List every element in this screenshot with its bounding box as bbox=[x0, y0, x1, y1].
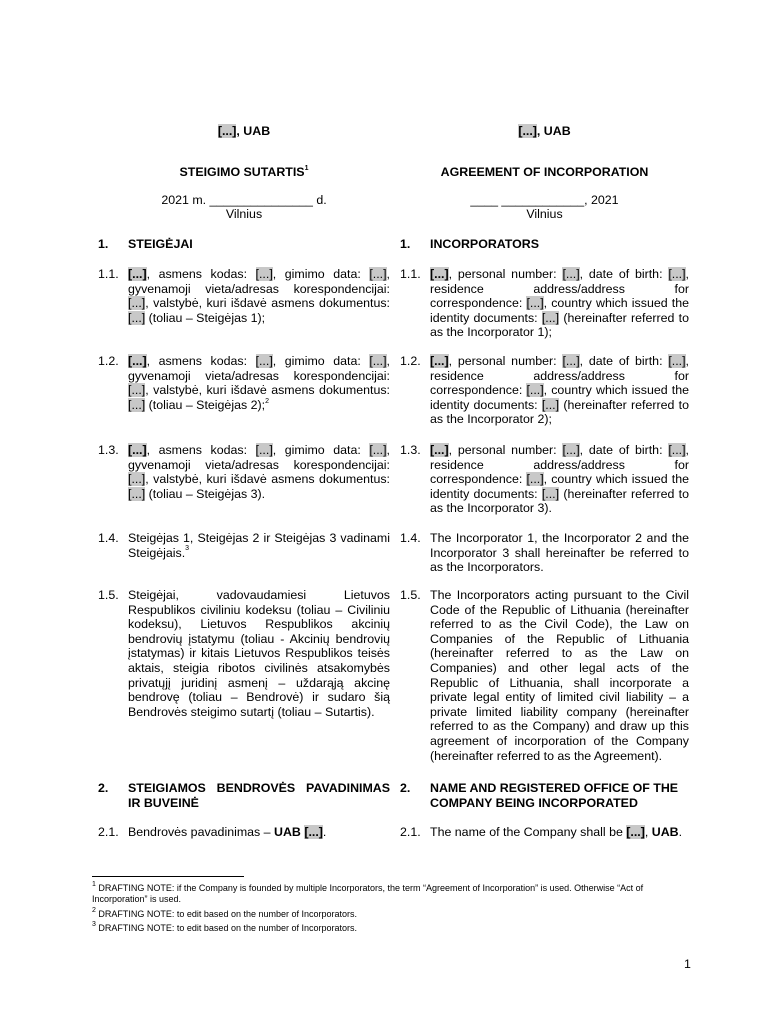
footnote-1: $^1$ DRAFTING NOTE: if the Company is founded by multiple Incorporators, the term “Agreement of Incorporation” is used. Otherwise “Act of Incorporation” is used. bbox=[92, 881, 644, 904]
footnote-separator bbox=[92, 876, 244, 877]
left-date: 2021 m. _______________ d. bbox=[161, 193, 327, 207]
placeholder-box: [...] bbox=[626, 825, 645, 839]
left-company-name: [...], UAB bbox=[217, 124, 271, 138]
footnote-2: $^2$ DRAFTING NOTE: to edit based on the number of Incorporators. bbox=[92, 907, 358, 919]
placeholder-box: [...] bbox=[128, 443, 147, 457]
footnote-ref: 1 bbox=[304, 164, 309, 172]
placeholder-box: [...] bbox=[430, 354, 449, 368]
footnote-ref: 3 bbox=[185, 545, 190, 553]
placeholder-box: [...] bbox=[518, 124, 537, 138]
right-document-title: AGREEMENT OF INCORPORATION bbox=[440, 165, 649, 179]
footnote-ref: 2 bbox=[265, 397, 269, 405]
right-city: Vilnius bbox=[526, 207, 563, 221]
placeholder-box: [...] bbox=[128, 267, 147, 281]
placeholder-box: [...] bbox=[430, 443, 449, 457]
footnote-3: $^3$ DRAFTING NOTE: to edit based on the number of Incorporators. bbox=[92, 921, 358, 933]
placeholder-box: [...] bbox=[430, 267, 449, 281]
page-number: 1 bbox=[684, 957, 691, 971]
placeholder-box: [...] bbox=[128, 354, 147, 368]
right-date: ____ ____________, 2021 bbox=[470, 193, 619, 207]
placeholder-box: [...] bbox=[217, 124, 237, 138]
left-document-title: STEIGIMO SUTARTIS$^1$ bbox=[179, 164, 309, 179]
placeholder-box: [...] bbox=[304, 825, 323, 839]
document-page: [...], UAB STEIGIMO SUTARTIS$^1$ 2021 m. _______________ d. Vilnius 1. STEIGĖJAI 1.1. [...], asmens kodas: [...], gimimo data: [...], gyvenamoji vieta/adresas korespondencijai: [...], valstybė, kuri išdavė asmens dokumentus: [...] (toliau – Steigėjas 1); 1.2. [...], asmens kodas: [...], gimimo data: [...], gyvenamoji vieta/adresas korespondencijai: [...], valstybė, kuri išdavė asmens dokumentus: [...] (toliau – Steigėjas 2);$^2$ 1.3. [...], asmens kodas: [...], gimimo data: [...], gyvenamoji vieta/adresas korespondencijai: [...], valstybė, kuri išdavė asmens dokumentus: [...] (toliau – Steigėjas 3). 1.4. Steigėjas 1, Steigėjas 2 ir Steigėjas 3 vadinami Steigėjais.$^3$ 1.5. Steigėjai, vadovaudamiesi Lietuvos Respublikos civiliniu kodeksu (toliau – Civiliniu kodeksu), Lietuvos Respublikos akcinių bendrovių įstatymu (toliau - Akcinių bendrovių įstatymas) ir kitais Lietuvos Respublikos teisės aktais, steigia ribotos civilinės atsakomybės privatųjį juridinį asmenį – uždarąją akcinę bendrovę (toliau – Bendrovė) ir sudaro šią Bendrovės steigimo sutartį (toliau – Sutartis). 2. STEIGIAMOS BENDROVĖS PAVADINIMAS IR BUVEINĖ 2.1. Bendrovės pavadinimas – UAB [...]. [...], UAB AGREEMENT OF INCORPORATION ____ ____________, 2021 Vilnius 1. INCORPORATORS 1.1. [...], personal number: [...], date of birth: [...], residence address/address for correspondence: [...], country which issued the identity documents: [...] (hereinafter referred to as the Incorporator 1); 1.2. [...], personal number: [...], date of birth: [...], residence address/address for correspondence: [...], country which issued the identity documents: [...] (hereinafter referred to as the Incorporator 2); 1.3. [...], personal number: [...], date of birth: [...], residence address/address for correspondence: [...], country which issued the identity documents: [...] (hereinafter referred to as the Incorporator 3). 1.4. The Incorporator 1, the Incorporator 2 and the Incorporator 3 shall hereinafter be referred to as the Incorporators. 1.5. The Incorporators acting pursuant to the Civil Code of the Republic of Lithuania (hereinafter referred to as the Civil Code), the Law on Companies of the Republic of Lithuania (hereinafter referred to as the Law on Companies) and other legal acts of the Republic of Lithuania, shall incorporate a private legal entity of limited civil liability – a private limited liability company (hereinafter referred to as the Company) and draw up this agreement of incorporation of the Company (hereinafter referred to as the Agreement). 2. NAME AND REGISTERED OFFICE OF THE COMPANY BEING INCORPORATED 2.1. The name of the Company shall be [...], UAB. $^1$ DRAFTING NOTE: if the Company is founded by multiple Incorporators, the term “Agreement of Incorporation” is used. Otherwise “Act of Incorporation” is used. $^2$ DRAFTING NOTE: to edit based on the number of Incorporators. $^3$ DRAFTING NOTE: to edit based on the number of Incorporators. 1 bbox=[92, 124, 691, 971]
right-company-name: [...], UAB bbox=[518, 124, 571, 138]
left-city: Vilnius bbox=[225, 207, 263, 221]
